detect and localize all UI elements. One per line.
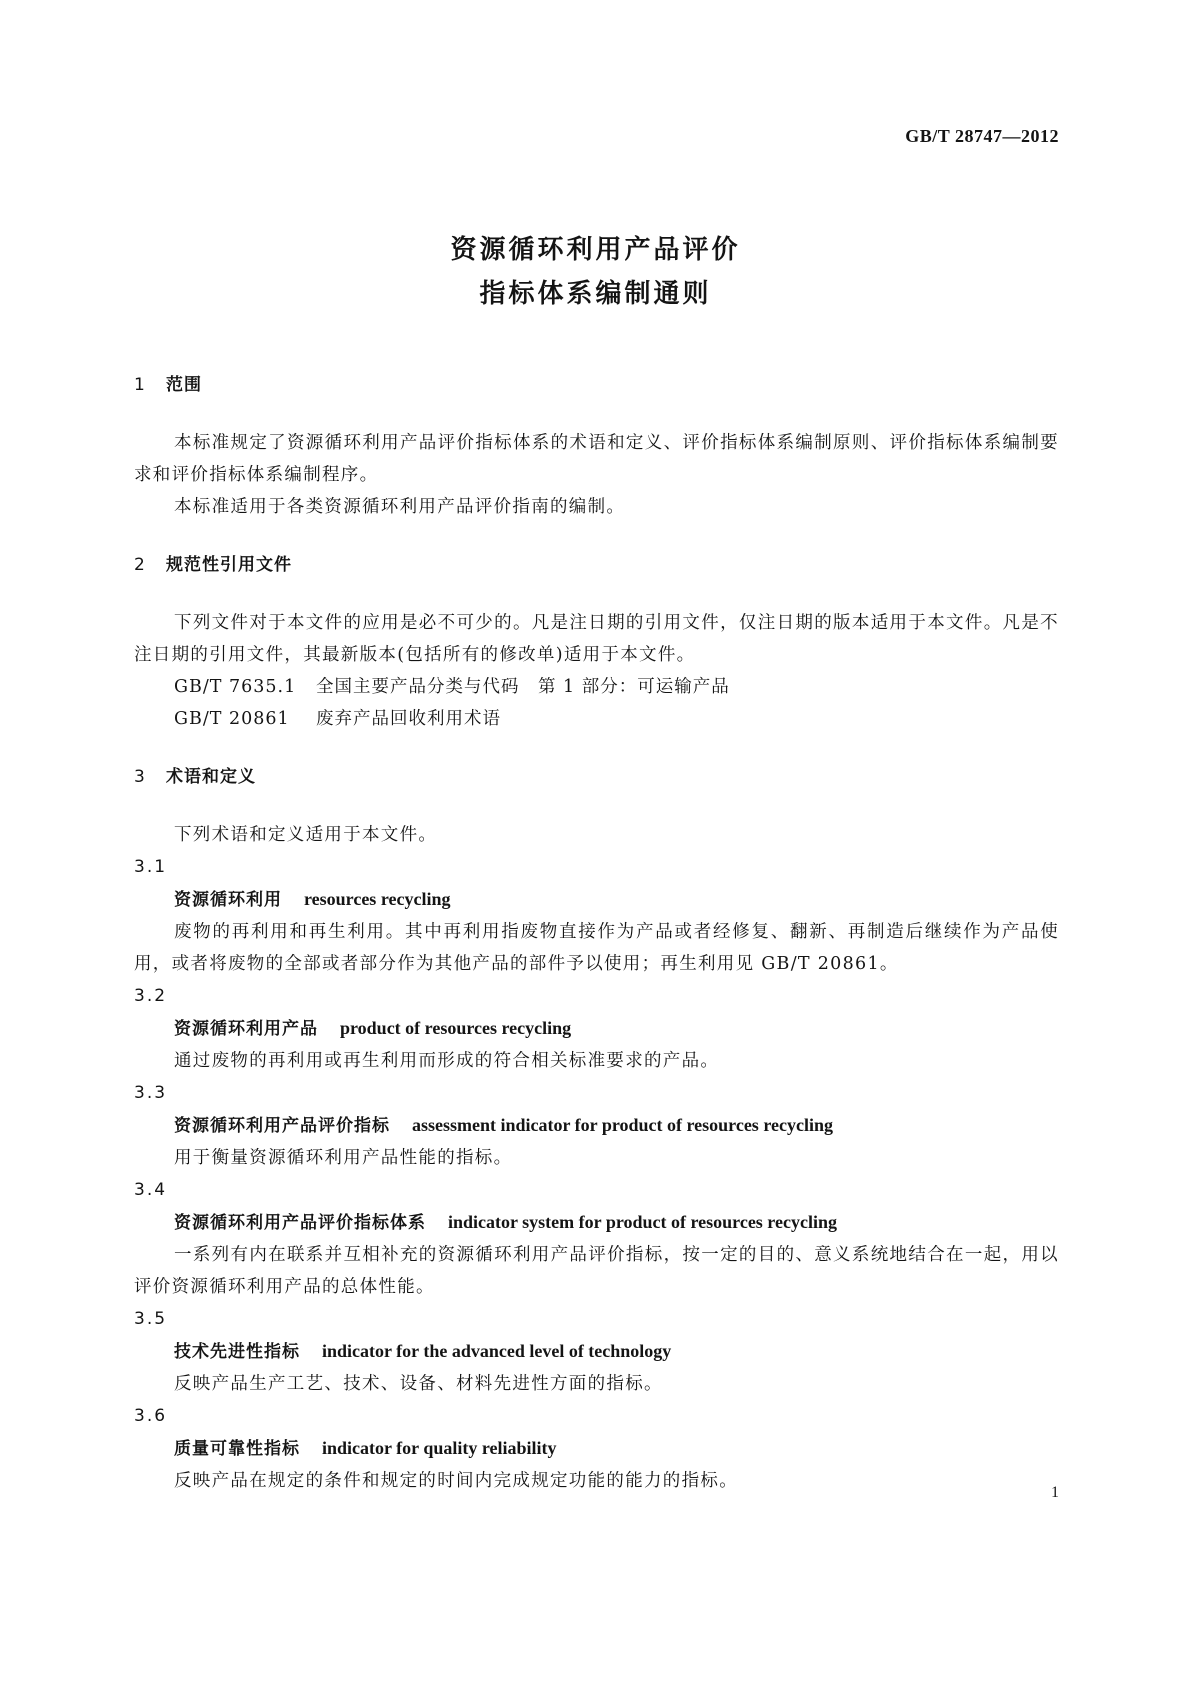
term-en: indicator for the advanced level of technology xyxy=(322,1341,672,1361)
term-zh: 资源循环利用产品评价指标 xyxy=(174,1116,390,1136)
clause-number: 3.1 xyxy=(134,857,168,877)
term-definition: 反映产品生产工艺、技术、设备、材料先进性方面的指标。 xyxy=(174,1374,663,1394)
section-1-heading xyxy=(134,373,1059,397)
reference-title: 全国主要产品分类与代码 第 1 部分：可运输产品 xyxy=(316,677,730,697)
term-definition: 一系列有内在联系并互相补充的资源循环利用产品评价指标，按一定的目的、意义系统地结合在一起，用以评价资源循环利用产品的总体性能。 xyxy=(134,1245,1059,1297)
term-en: resources recycling xyxy=(304,889,451,909)
term-heading xyxy=(134,883,1059,916)
term-heading xyxy=(134,1335,1059,1368)
clause-number: 3.6 xyxy=(134,1406,168,1426)
reference-code: GB/T 7635.1 xyxy=(174,677,297,697)
section-title: 规范性引用文件 xyxy=(166,555,292,575)
term-en: assessment indicator for product of resources recycling xyxy=(412,1115,833,1135)
reference-title: 废弃产品回收利用术语 xyxy=(316,709,501,729)
reference-item xyxy=(134,671,1059,703)
term-en: product of resources recycling xyxy=(340,1018,572,1038)
clause-number: 3.5 xyxy=(134,1309,168,1329)
section-number: 1 xyxy=(134,375,146,395)
term-en: indicator system for product of resources recycling xyxy=(448,1212,837,1232)
reference-code: GB/T 20861 xyxy=(174,709,290,729)
clause-number: 3.3 xyxy=(134,1083,168,1103)
term-zh: 资源循环利用 xyxy=(174,890,282,910)
term-heading xyxy=(134,1432,1059,1465)
section-number: 3 xyxy=(134,767,146,787)
paragraph: 下列文件对于本文件的应用是必不可少的。凡是注日期的引用文件，仅注日期的版本适用于本文件。凡是不注日期的引用文件，其最新版本(包括所有的修改单)适用于本文件。 xyxy=(134,613,1059,665)
title-line-1: 资源循环利用产品评价 xyxy=(450,235,741,265)
section-3-heading xyxy=(134,765,1059,789)
term-heading xyxy=(134,1206,1059,1239)
term-definition: 反映产品在规定的条件和规定的时间内完成规定功能的能力的指标。 xyxy=(174,1471,738,1491)
page-number: 1 xyxy=(1051,1484,1059,1501)
term-definition: 通过废物的再利用或再生利用而形成的符合相关标准要求的产品。 xyxy=(174,1051,720,1071)
term-heading xyxy=(134,1109,1059,1142)
document-title xyxy=(0,228,1191,316)
clause-number: 3.4 xyxy=(134,1180,168,1200)
document-body xyxy=(134,373,1059,1497)
section-title: 范围 xyxy=(166,375,202,395)
standard-code: GB/T 28747—2012 xyxy=(905,126,1059,146)
reference-item xyxy=(134,703,1059,735)
term-zh: 资源循环利用产品评价指标体系 xyxy=(174,1213,426,1233)
section-title: 术语和定义 xyxy=(166,767,256,787)
title-line-2: 指标体系编制通则 xyxy=(479,279,712,309)
term-definition: 用于衡量资源循环利用产品性能的指标。 xyxy=(174,1148,513,1168)
term-en: indicator for quality reliability xyxy=(322,1438,557,1458)
term-definition: 废物的再利用和再生利用。其中再利用指废物直接作为产品或者经修复、翻新、再制造后继续作为产品使用，或者将废物的全部或者部分作为其他产品的部件予以使用；再生利用见 GB/T 20861。 xyxy=(134,922,1059,974)
term-zh: 技术先进性指标 xyxy=(174,1342,300,1362)
paragraph: 本标准规定了资源循环利用产品评价指标体系的术语和定义、评价指标体系编制原则、评价指标体系编制要求和评价指标体系编制程序。 xyxy=(134,433,1059,485)
section-number: 2 xyxy=(134,555,146,575)
paragraph: 本标准适用于各类资源循环利用产品评价指南的编制。 xyxy=(174,497,626,517)
section-2-heading xyxy=(134,553,1059,577)
clause-number: 3.2 xyxy=(134,986,168,1006)
paragraph: 下列术语和定义适用于本文件。 xyxy=(174,825,438,845)
term-zh: 质量可靠性指标 xyxy=(174,1439,300,1459)
term-zh: 资源循环利用产品 xyxy=(174,1019,318,1039)
term-heading xyxy=(134,1012,1059,1045)
